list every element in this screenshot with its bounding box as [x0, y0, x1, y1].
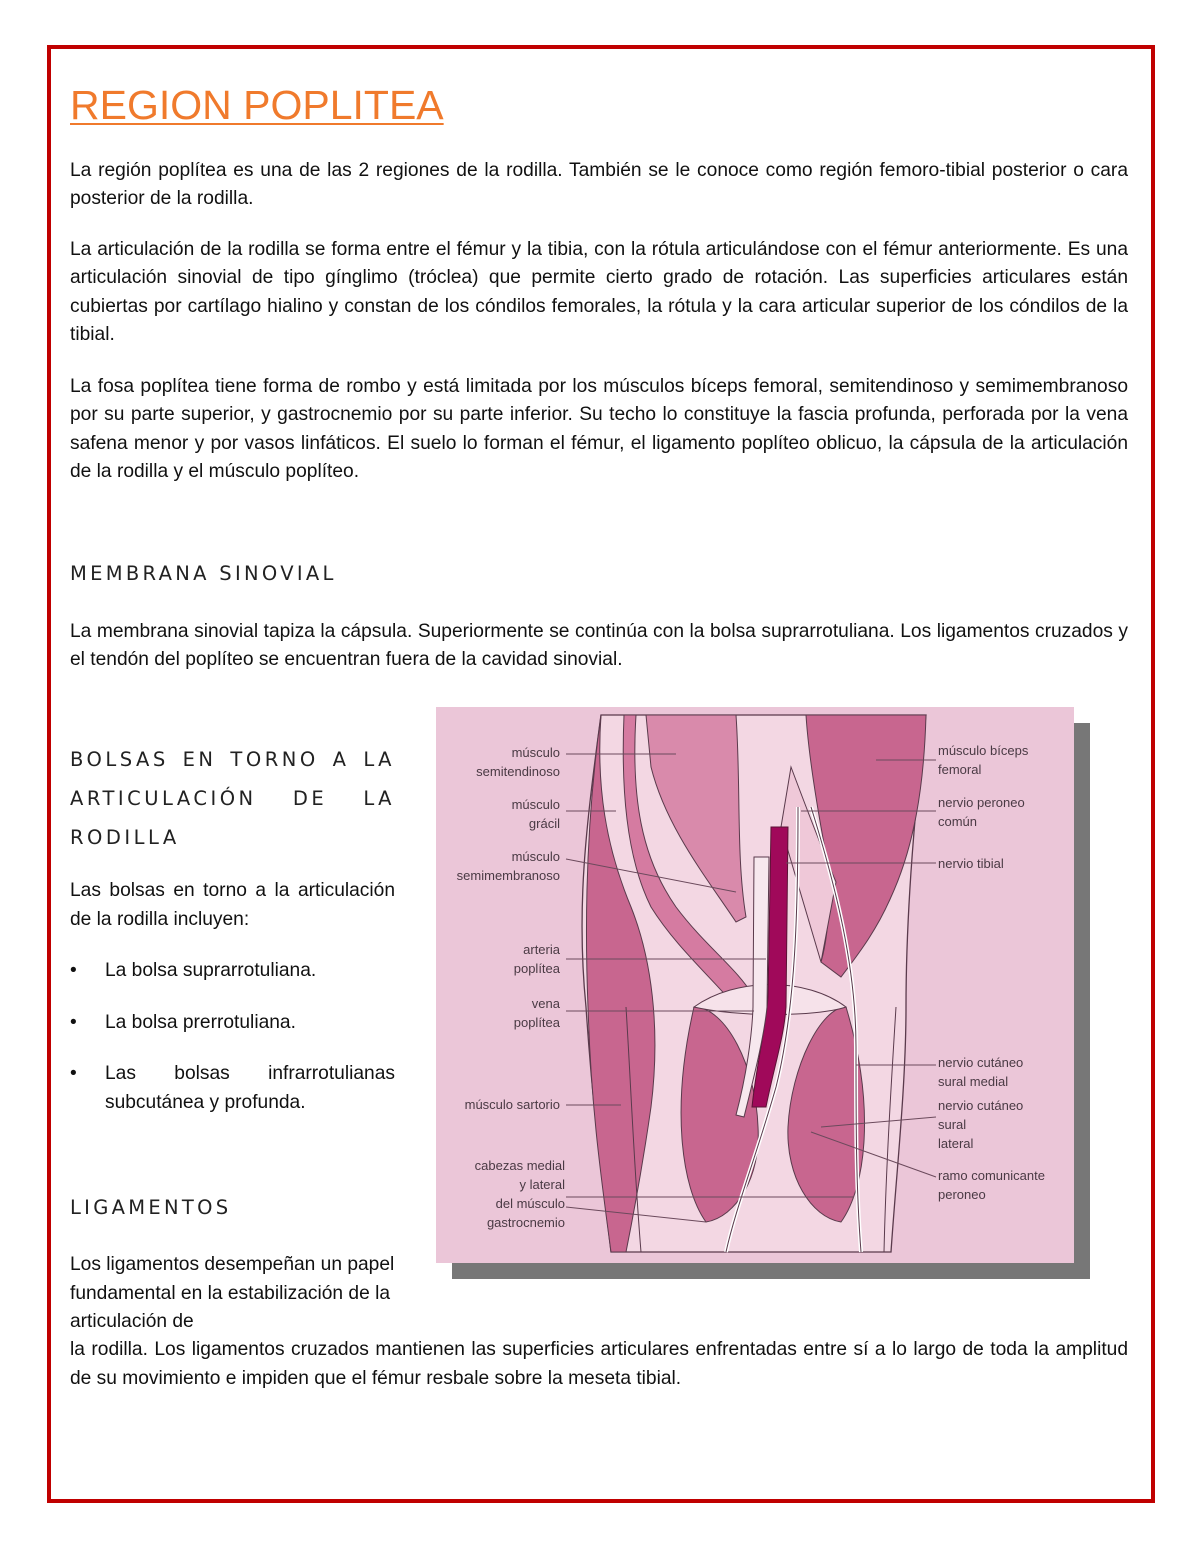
section-heading-ligamentos: LIGAMENTOS: [70, 1196, 232, 1219]
label-musculo-biceps-femoral: músculo bíceps femoral: [938, 743, 1029, 777]
label-musculo-sartorio: músculo sartorio: [464, 1097, 560, 1112]
bullet-icon: •: [70, 960, 77, 981]
intro-paragraph-1: La región poplítea es una de las 2 regiones de la rodilla. También se le conoce como región femoro-tibial posterior o cara posterior de la rodilla.: [70, 160, 1128, 210]
list-item: • La bolsa suprarrotuliana.: [70, 957, 395, 986]
ligamentos-paragraph-start: Los ligamentos desempeñan un papel fundamental en la estabilización de la articulación de: [70, 1254, 395, 1332]
bolsas-list: [70, 957, 395, 1117]
section-heading-bolsas: BOLSAS EN TORNO A LA ARTICULACIÓN DE LA RODILLA: [70, 748, 395, 849]
intro-paragraph-3: La fosa poplítea tiene forma de rombo y está limitada por los músculos bíceps femoral, semitendinoso y semimembranoso por su parte superior, y gastrocnemio por su parte inferior. Su techo lo constituye la fascia profunda, perforada por la vena safena menor y por vasos linfáticos. El suelo lo forman el fémur, el ligamento poplíteo oblicuo, la cápsula de la articulación de la rodilla y el músculo poplíteo.: [70, 376, 1128, 482]
label-musculo-gracil: músculo grácil: [511, 797, 560, 831]
label-gastrocnemio: cabezas medial y lateral del músculo gastrocnemio: [474, 1158, 565, 1230]
bolsas-intro: Las bolsas en torno a la articulación de la rodilla incluyen:: [70, 880, 395, 930]
list-item: • La bolsa prerrotuliana.: [70, 1009, 395, 1038]
label-nervio-cutaneo-sural-medial: nervio cutáneo sural medial: [938, 1055, 1024, 1089]
bullet-icon: •: [70, 1063, 77, 1084]
ligamentos-paragraph-end: la rodilla. Los ligamentos cruzados mantienen las superficies articulares enfrentadas entre sí a lo largo de toda la amplitud de su movimiento e impiden que el fémur resbale sobre la meseta tibial.: [70, 1339, 1128, 1389]
intro-paragraph-2: La articulación de la rodilla se forma entre el fémur y la tibia, con la rótula articulándose con el fémur anteriormente. Es una articulación sinovial de tipo gínglimo (tróclea) que permite cierto grado de rotación. Las superficies articulares están cubiertas por cartílago hialino y constan de los cóndilos femorales, la rótula y la cara articular superior de los cóndilos de la tibial.: [70, 239, 1128, 345]
label-ramo-comunicante-peroneo: ramo comunicante peroneo: [938, 1168, 1045, 1202]
label-nervio-cutaneo-sural-lateral: nervio cutáneo sural lateral: [938, 1098, 1024, 1151]
bullet-icon: •: [70, 1011, 77, 1033]
section-heading-membrana: MEMBRANA SINOVIAL: [70, 562, 337, 585]
label-vena-poplitea: vena poplítea: [513, 996, 560, 1030]
list-item: • Las bolsas infrarrotulianas subcutánea y profunda.: [70, 1060, 395, 1117]
bolsas-section: [70, 740, 395, 1140]
membrana-paragraph: La membrana sinovial tapiza la cápsula. Superiormente se continúa con la bolsa suprarrotuliana. Los ligamentos cruzados y el tendón del poplíteo se encuentran fuera de la cavidad sinovial.: [70, 621, 1128, 671]
label-musculo-semimembranoso: músculo semimembranoso: [456, 849, 560, 883]
label-arteria-poplitea: arteria poplítea: [513, 942, 560, 976]
page-title: REGION POPLITEA: [70, 82, 444, 128]
label-musculo-semitendinoso: músculo semitendinoso: [476, 745, 560, 779]
label-nervio-peroneo-comun: nervio peroneo común: [938, 795, 1025, 829]
label-nervio-tibial: nervio tibial: [938, 856, 1004, 871]
popliteal-anatomy-figure: [436, 707, 1074, 1263]
